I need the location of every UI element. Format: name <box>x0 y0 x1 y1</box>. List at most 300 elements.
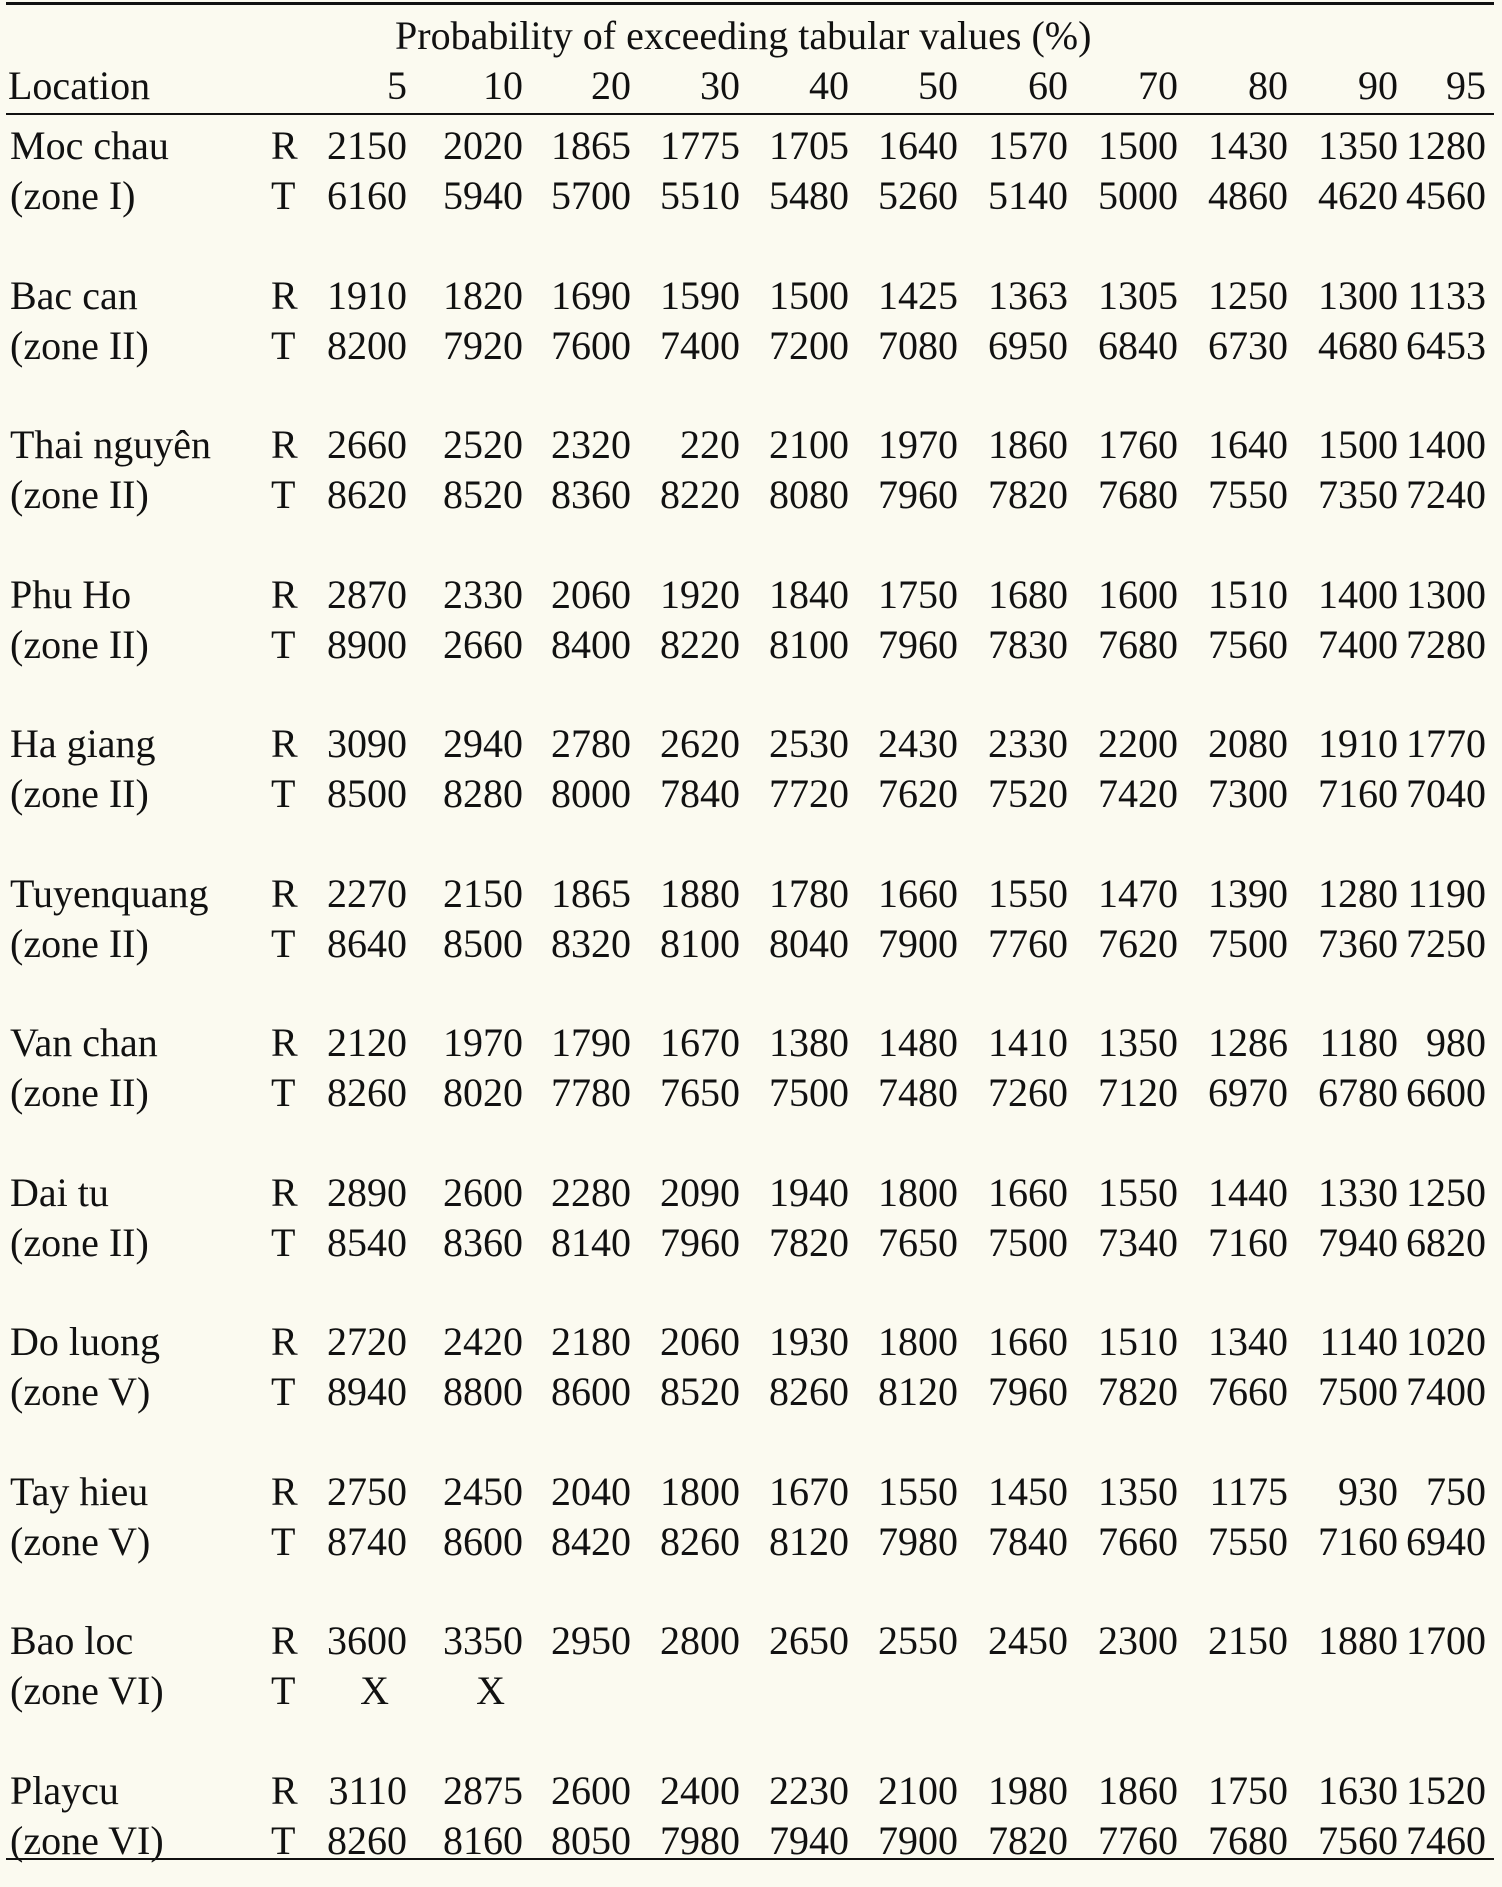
table-cell: 7650 <box>660 1070 740 1115</box>
table-cell: 6940 <box>1406 1518 1486 1564</box>
table-cell: 1980 <box>988 1767 1068 1813</box>
variable-label-r: R <box>271 1767 298 1813</box>
table-cell: 2450 <box>988 1618 1068 1663</box>
table-cell: 1880 <box>660 870 740 916</box>
variable-label-r: R <box>271 1468 298 1514</box>
table-cell: 7620 <box>1098 920 1178 966</box>
table-cell: 7830 <box>988 621 1068 667</box>
table-cell: 7960 <box>878 472 958 517</box>
table-cell: 2020 <box>443 123 523 168</box>
table-cell: 1670 <box>769 1468 849 1514</box>
table-cell: 1770 <box>1406 721 1486 766</box>
table-cell: 5140 <box>988 173 1068 218</box>
table-cell: 5260 <box>878 173 958 218</box>
table-cell: 2800 <box>660 1618 740 1663</box>
table-cell: 7400 <box>1318 621 1398 667</box>
table-cell: 750 <box>1426 1468 1486 1514</box>
location-name: Thai nguyên <box>10 422 212 467</box>
table-cell: 7550 <box>1208 472 1288 517</box>
location-zone: (zone V) <box>10 1518 151 1564</box>
table-cell: 1286 <box>1208 1020 1288 1065</box>
variable-label-t: T <box>271 771 296 816</box>
table-cell: 7480 <box>878 1070 958 1115</box>
table-cell: 2100 <box>769 422 849 467</box>
probability-header: 40 <box>809 63 849 108</box>
variable-label-t: T <box>271 920 296 966</box>
table-cell: 8900 <box>327 621 407 667</box>
table-cell: 8360 <box>443 1219 523 1265</box>
table-cell: 7780 <box>551 1070 631 1115</box>
table-cell: 2430 <box>878 721 958 766</box>
table-cell: 2330 <box>443 571 523 617</box>
table-cell: 1380 <box>769 1020 849 1065</box>
table-cell: 7160 <box>1208 1219 1288 1265</box>
table-cell: 1250 <box>1208 272 1288 318</box>
variable-label-r: R <box>271 272 298 318</box>
table-cell: 8260 <box>660 1518 740 1564</box>
table-cell: 3600 <box>327 1618 407 1663</box>
table-cell: 1550 <box>878 1468 958 1514</box>
table-cell: 7650 <box>878 1219 958 1265</box>
table-cell: 1140 <box>1319 1319 1398 1364</box>
variable-label-t: T <box>271 1070 296 1115</box>
table-cell: 7840 <box>660 771 740 816</box>
table-cell: 2200 <box>1098 721 1178 766</box>
table-cell: 4860 <box>1208 173 1288 218</box>
table-cell: 2330 <box>988 721 1068 766</box>
table-cell: 8120 <box>769 1518 849 1564</box>
table-cell: 8100 <box>769 621 849 667</box>
table-cell: 7200 <box>769 322 849 368</box>
table-cell: 1470 <box>1098 870 1178 916</box>
table-cell: 2280 <box>551 1169 631 1215</box>
location-zone: (zone V) <box>10 1369 151 1414</box>
table-cell: 7680 <box>1098 621 1178 667</box>
table-cell: 7520 <box>988 771 1068 816</box>
table-cell: 1305 <box>1098 272 1178 318</box>
table-cell: 2420 <box>443 1319 523 1364</box>
table-cell: 8220 <box>660 621 740 667</box>
table-cell: 1300 <box>1406 571 1486 617</box>
table-cell: 2230 <box>769 1767 849 1813</box>
probability-header: 95 <box>1446 63 1486 108</box>
table-cell: 7400 <box>660 322 740 368</box>
table-cell: 2875 <box>443 1767 523 1813</box>
table-cell: 1500 <box>1098 123 1178 168</box>
variable-label-r: R <box>271 123 298 168</box>
location-zone: (zone II) <box>10 1219 149 1265</box>
table-cell: 6820 <box>1406 1219 1486 1265</box>
table-cell: 7820 <box>769 1219 849 1265</box>
table-cell: 8400 <box>551 621 631 667</box>
table-cell: 2940 <box>443 721 523 766</box>
table-cell: 7360 <box>1318 920 1398 966</box>
variable-label-r: R <box>271 1618 298 1663</box>
table-cell: 8260 <box>769 1369 849 1414</box>
table-cell: 8320 <box>551 920 631 966</box>
variable-label-t: T <box>271 1369 296 1414</box>
table-cell: 1440 <box>1208 1169 1288 1215</box>
table-cell: 8540 <box>327 1219 407 1265</box>
table-cell: 5000 <box>1098 173 1178 218</box>
table-cell: 1970 <box>878 422 958 467</box>
table-cell: 2120 <box>327 1020 407 1065</box>
table-cell: 6840 <box>1098 322 1178 368</box>
probability-header: 80 <box>1248 63 1288 108</box>
location-name: Phu Ho <box>10 571 132 617</box>
table-cell: 3110 <box>328 1767 407 1813</box>
table-cell: 1860 <box>988 422 1068 467</box>
table-cell: 7960 <box>878 621 958 667</box>
table-cell: X <box>360 1668 389 1713</box>
table-cell: 2780 <box>551 721 631 766</box>
table-cell: 1860 <box>1098 1767 1178 1813</box>
table-cell: 8040 <box>769 920 849 966</box>
table-cell: 2620 <box>660 721 740 766</box>
table-cell: 1640 <box>1208 422 1288 467</box>
table-cell: 1363 <box>988 272 1068 318</box>
table-cell: 1590 <box>660 272 740 318</box>
table-cell: 7660 <box>1208 1369 1288 1414</box>
table-cell: 1550 <box>988 870 1068 916</box>
table-cell: 1550 <box>1098 1169 1178 1215</box>
header-rule <box>6 113 1494 115</box>
table-cell: 6730 <box>1208 322 1288 368</box>
table-cell: 7250 <box>1406 920 1486 966</box>
table-cell: 1940 <box>769 1169 849 1215</box>
table-cell: 1690 <box>551 272 631 318</box>
table-cell: 1180 <box>1319 1020 1398 1065</box>
table-cell: 1660 <box>988 1319 1068 1364</box>
table-cell: 7960 <box>660 1219 740 1265</box>
table-cell: 1350 <box>1098 1468 1178 1514</box>
table-cell: 1750 <box>878 571 958 617</box>
table-cell: 7720 <box>769 771 849 816</box>
location-name: Ha giang <box>10 721 156 766</box>
location-name: Moc chau <box>10 123 169 168</box>
table-cell: 1020 <box>1406 1319 1486 1364</box>
table-cell: 8100 <box>660 920 740 966</box>
table-cell: 1920 <box>660 571 740 617</box>
table-cell: 2750 <box>327 1468 407 1514</box>
table-cell: 7980 <box>660 1817 740 1863</box>
table-cell: 1330 <box>1318 1169 1398 1215</box>
table-cell: 8140 <box>551 1219 631 1265</box>
table-cell: 1700 <box>1406 1618 1486 1663</box>
table-cell: 1510 <box>1208 571 1288 617</box>
table-cell: 7500 <box>1318 1369 1398 1414</box>
location-name: Van chan <box>10 1020 158 1065</box>
table-cell: 1430 <box>1208 123 1288 168</box>
table-cell: 8260 <box>327 1817 407 1863</box>
probability-header: 5 <box>387 63 407 108</box>
table-cell: 8120 <box>878 1369 958 1414</box>
table-cell: 1500 <box>1318 422 1398 467</box>
table-cell: 7400 <box>1406 1369 1486 1414</box>
table-cell: 1190 <box>1407 870 1486 916</box>
variable-label-t: T <box>271 322 296 368</box>
variable-label-t: T <box>271 173 296 218</box>
table-cell: 2060 <box>660 1319 740 1364</box>
table-cell: 2530 <box>769 721 849 766</box>
table-cell: 2040 <box>551 1468 631 1514</box>
table-cell: 7820 <box>988 1817 1068 1863</box>
table-cell: 1340 <box>1208 1319 1288 1364</box>
location-zone: (zone II) <box>10 1070 149 1115</box>
table-cell: 1660 <box>988 1169 1068 1215</box>
table-cell: 2870 <box>327 571 407 617</box>
table-cell: 7160 <box>1318 1518 1398 1564</box>
table-cell: 7550 <box>1208 1518 1288 1564</box>
table-cell: 1450 <box>988 1468 1068 1514</box>
variable-label-r: R <box>271 1020 298 1065</box>
table-cell: 2550 <box>878 1618 958 1663</box>
table-cell: 2100 <box>878 1767 958 1813</box>
probability-header: 20 <box>591 63 631 108</box>
table-cell: 2650 <box>769 1618 849 1663</box>
table-cell: 8420 <box>551 1518 631 1564</box>
probability-header: 10 <box>483 63 523 108</box>
table-cell: 1520 <box>1406 1767 1486 1813</box>
table-cell: 7460 <box>1406 1817 1486 1863</box>
table-cell: 1760 <box>1098 422 1178 467</box>
variable-label-t: T <box>271 621 296 667</box>
table-cell: 8050 <box>551 1817 631 1863</box>
table-cell: 1400 <box>1406 422 1486 467</box>
table-cell: 1780 <box>769 870 849 916</box>
table-cell: 3090 <box>327 721 407 766</box>
table-cell: 2270 <box>327 870 407 916</box>
table-cell: 8600 <box>551 1369 631 1414</box>
table-cell: 1133 <box>1407 272 1486 318</box>
table-cell: 2660 <box>327 422 407 467</box>
table-cell: 1280 <box>1318 870 1398 916</box>
location-zone: (zone I) <box>10 173 136 218</box>
location-zone: (zone II) <box>10 472 149 517</box>
table-cell: 7920 <box>443 322 523 368</box>
table-cell: 1570 <box>988 123 1068 168</box>
variable-label-t: T <box>271 472 296 517</box>
table-cell: 980 <box>1426 1020 1486 1065</box>
table-cell: 2890 <box>327 1169 407 1215</box>
table-cell: 7620 <box>878 771 958 816</box>
table-cell: 1350 <box>1098 1020 1178 1065</box>
table-cell: 2320 <box>551 422 631 467</box>
table-cell: 7240 <box>1406 472 1486 517</box>
table-cell: 1800 <box>878 1319 958 1364</box>
table-cell: 8280 <box>443 771 523 816</box>
table-cell: 6600 <box>1406 1070 1486 1115</box>
top-rule <box>6 2 1494 5</box>
table-cell: 2180 <box>551 1319 631 1364</box>
table-cell: 8640 <box>327 920 407 966</box>
table-cell: 2520 <box>443 422 523 467</box>
table-cell: 2950 <box>551 1618 631 1663</box>
table-cell: 1880 <box>1318 1618 1398 1663</box>
table-cell: 7680 <box>1208 1817 1288 1863</box>
table-cell: 1800 <box>660 1468 740 1514</box>
variable-label-t: T <box>271 1668 296 1713</box>
table-cell: 1175 <box>1209 1468 1288 1514</box>
table-cell: 2150 <box>443 870 523 916</box>
table-cell: 4560 <box>1406 173 1486 218</box>
table-cell: 1970 <box>443 1020 523 1065</box>
table-cell: 7900 <box>878 920 958 966</box>
location-name: Playcu <box>10 1767 119 1813</box>
table-cell: 7560 <box>1318 1817 1398 1863</box>
table-cell: 8940 <box>327 1369 407 1414</box>
table-caption: Probability of exceeding tabular values (%) <box>395 13 1092 58</box>
probability-header: 90 <box>1358 63 1398 108</box>
table-cell: 1670 <box>660 1020 740 1065</box>
table-cell: 7120 <box>1098 1070 1178 1115</box>
table-cell: 6950 <box>988 322 1068 368</box>
table-cell: 6160 <box>327 173 407 218</box>
table-cell: 8020 <box>443 1070 523 1115</box>
table-cell: 8160 <box>443 1817 523 1863</box>
table-cell: 1630 <box>1318 1767 1398 1813</box>
table-cell: 1865 <box>551 870 631 916</box>
table-cell: 7080 <box>878 322 958 368</box>
table-cell: 2080 <box>1208 721 1288 766</box>
table-cell: 7500 <box>988 1219 1068 1265</box>
table-cell: 7280 <box>1406 621 1486 667</box>
variable-label-r: R <box>271 721 298 766</box>
table-cell: 2600 <box>443 1169 523 1215</box>
location-zone: (zone II) <box>10 771 149 816</box>
table-cell: 1480 <box>878 1020 958 1065</box>
table-cell: 1750 <box>1208 1767 1288 1813</box>
table-cell: 2400 <box>660 1767 740 1813</box>
table-cell: 6780 <box>1318 1070 1398 1115</box>
table-cell: 220 <box>680 422 740 467</box>
table-cell: 1410 <box>988 1020 1068 1065</box>
location-name: Bac can <box>10 272 138 318</box>
table-cell: 1640 <box>878 123 958 168</box>
table-cell: 5940 <box>443 173 523 218</box>
table-cell: 2090 <box>660 1169 740 1215</box>
location-name: Tay hieu <box>10 1468 149 1514</box>
table-cell: 1600 <box>1098 571 1178 617</box>
variable-label-r: R <box>271 571 298 617</box>
table-cell: 7500 <box>769 1070 849 1115</box>
location-name: Dai tu <box>10 1169 109 1215</box>
table-cell: 8500 <box>327 771 407 816</box>
variable-label-t: T <box>271 1219 296 1265</box>
table-cell: 8520 <box>443 472 523 517</box>
table-cell: 8600 <box>443 1518 523 1564</box>
table-cell: 7160 <box>1318 771 1398 816</box>
table-cell: 2300 <box>1098 1618 1178 1663</box>
probability-header: 70 <box>1138 63 1178 108</box>
table-cell: 1400 <box>1318 571 1398 617</box>
table-cell: 5480 <box>769 173 849 218</box>
table-cell: 930 <box>1338 1468 1398 1514</box>
variable-label-r: R <box>271 1169 298 1215</box>
table-cell: 1500 <box>769 272 849 318</box>
table-cell: 7980 <box>878 1518 958 1564</box>
table-cell: 1350 <box>1318 123 1398 168</box>
table-cell: 7840 <box>988 1518 1068 1564</box>
probability-header: 30 <box>700 63 740 108</box>
table-cell: 1250 <box>1406 1169 1486 1215</box>
table-cell: 1660 <box>878 870 958 916</box>
variable-label-r: R <box>271 422 298 467</box>
table-cell: 7960 <box>988 1369 1068 1414</box>
table-cell: 5700 <box>551 173 631 218</box>
location-name: Bao loc <box>10 1618 134 1663</box>
table-cell: 7940 <box>1318 1219 1398 1265</box>
table-cell: 4620 <box>1318 173 1398 218</box>
table-cell: 8520 <box>660 1369 740 1414</box>
table-cell: 1840 <box>769 571 849 617</box>
location-name: Tuyenquang <box>10 870 209 916</box>
table-cell: 1680 <box>988 571 1068 617</box>
table-cell: 8260 <box>327 1070 407 1115</box>
location-zone: (zone II) <box>10 920 149 966</box>
table-cell: 1510 <box>1098 1319 1178 1364</box>
table-cell: 1705 <box>769 123 849 168</box>
table-cell: 8200 <box>327 322 407 368</box>
table-cell: 7260 <box>988 1070 1068 1115</box>
variable-label-r: R <box>271 1319 298 1364</box>
table-cell: 8740 <box>327 1518 407 1564</box>
table-cell: 8800 <box>443 1369 523 1414</box>
table-cell: 7420 <box>1098 771 1178 816</box>
variable-label-t: T <box>271 1518 296 1564</box>
table-cell: 7680 <box>1098 472 1178 517</box>
location-zone: (zone VI) <box>10 1817 164 1863</box>
table-cell: 1800 <box>878 1169 958 1215</box>
table-cell: 1775 <box>660 123 740 168</box>
table-cell: 2660 <box>443 621 523 667</box>
table-cell: 2150 <box>1208 1618 1288 1663</box>
table-cell: 7300 <box>1208 771 1288 816</box>
table-cell: 7500 <box>1208 920 1288 966</box>
table-cell: 7600 <box>551 322 631 368</box>
table-cell: 8500 <box>443 920 523 966</box>
table-cell: 1790 <box>551 1020 631 1065</box>
location-name: Do luong <box>10 1319 160 1364</box>
table-cell: 1820 <box>443 272 523 318</box>
table-cell: 6970 <box>1208 1070 1288 1115</box>
table-cell: 7350 <box>1318 472 1398 517</box>
table-cell: 6453 <box>1406 322 1486 368</box>
location-header: Location <box>8 63 151 108</box>
variable-label-r: R <box>271 870 298 916</box>
table-cell: X <box>476 1668 505 1713</box>
table-cell: 7340 <box>1098 1219 1178 1265</box>
location-zone: (zone II) <box>10 621 149 667</box>
table-cell: 7940 <box>769 1817 849 1863</box>
table-cell: 7760 <box>988 920 1068 966</box>
variable-label-t: T <box>271 1817 296 1863</box>
table-cell: 1910 <box>1318 721 1398 766</box>
probability-header: 60 <box>1028 63 1068 108</box>
location-zone: (zone VI) <box>10 1668 164 1713</box>
table-cell: 5510 <box>660 173 740 218</box>
table-cell: 2720 <box>327 1319 407 1364</box>
table-cell: 2450 <box>443 1468 523 1514</box>
table-cell: 8000 <box>551 771 631 816</box>
table-cell: 1300 <box>1318 272 1398 318</box>
table-cell: 1930 <box>769 1319 849 1364</box>
location-zone: (zone II) <box>10 322 149 368</box>
table-cell: 7660 <box>1098 1518 1178 1564</box>
table-cell: 3350 <box>443 1618 523 1663</box>
table-cell: 7820 <box>988 472 1068 517</box>
table-cell: 1425 <box>878 272 958 318</box>
